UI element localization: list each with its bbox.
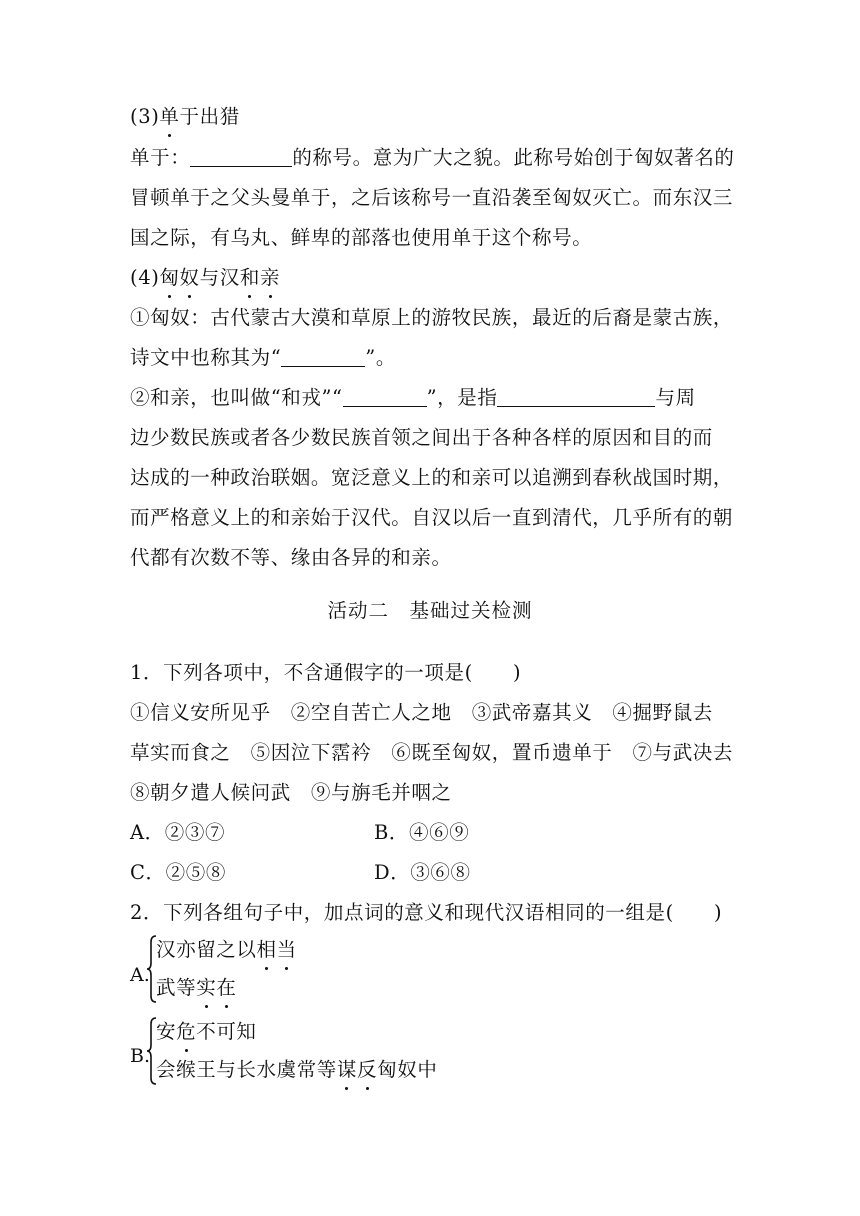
q2-option-b-line1: 安危不可知	[156, 1020, 257, 1043]
dotted-char: 在	[216, 976, 237, 999]
section3-line2: 冒顿单于之父头曼单于，之后该称号一直沿袭至匈奴灭亡。而东汉三	[130, 186, 734, 209]
dotted-char: 相	[256, 938, 277, 961]
dotted-char: 单	[159, 105, 180, 128]
section4-p2-line4: 而严格意义上的和亲始于汉代。自汉以后一直到清代，几乎所有的朝	[130, 506, 734, 529]
q1-items-line1: ①信义安所见乎 ②空自苦亡人之地 ③武帝嘉其义 ④掘野鼠去	[130, 701, 713, 724]
q1-option-c[interactable]: C．②⑤⑧	[130, 861, 226, 884]
fill-blank	[190, 146, 292, 167]
q2-option-a-label: A.	[130, 964, 150, 986]
q1-items-line3: ⑧朝夕遣人候问武 ⑨与旃毛并咽之	[130, 781, 452, 804]
dotted-char: 匈	[159, 266, 180, 289]
q1-option-b[interactable]: B．④⑥⑨	[374, 821, 470, 844]
section4-p2-line1: ②和亲，也叫做“和戎”“ ”，是指 与周	[130, 386, 696, 409]
section4-p2-line5: 代都有次数不等、缘由各异的和亲。	[130, 546, 452, 569]
fill-blank	[497, 386, 655, 407]
dotted-char: 危	[176, 1020, 197, 1043]
q2-option-a-line1: 汉亦留之以相当	[156, 938, 297, 961]
q1-option-d[interactable]: D．③⑥⑧	[374, 861, 471, 884]
fill-blank	[281, 346, 365, 367]
dotted-char: 当	[276, 938, 297, 961]
section4-p2-line2: 边少数民族或者各少数民族首领之间出于各种各样的原因和目的而	[130, 426, 713, 449]
q2-option-b-label: B.	[130, 1045, 151, 1067]
section4-p1-line2: 诗文中也称其为“ ”。	[130, 346, 396, 369]
q2-option-a-line2: 武等实在	[156, 976, 237, 999]
section3-line1: 单于： 的称号。意为广大之貌。此称号始创于匈奴著名的	[130, 146, 735, 169]
section3-heading: (3)单于出猎	[130, 105, 240, 128]
dotted-char: 反	[357, 1058, 378, 1081]
q1-stem: 1．下列各项中，不含通假字的一项是( )	[130, 661, 522, 684]
q1-option-a[interactable]: A．②③⑦	[130, 821, 226, 844]
dotted-char: 亲	[259, 266, 281, 289]
section4-p2-line3: 达成的一种政治联姻。宽泛意义上的和亲可以追溯到春秋战国时期，	[130, 466, 734, 489]
section4-p1-line1: ①匈奴：古代蒙古大漠和草原上的游牧民族，最近的后裔是蒙古族，	[130, 306, 734, 329]
dotted-char: 奴	[179, 266, 200, 289]
dotted-char: 谋	[336, 1058, 358, 1081]
q2-stem: 2．下列各组句子中，加点词的意义和现代汉语相同的一组是( )	[130, 901, 723, 924]
dotted-char: 实	[196, 976, 217, 999]
dotted-char: 和	[239, 266, 260, 289]
fill-blank	[343, 386, 427, 407]
q1-items-line2: 草实而食之 ⑤因泣下霑衿 ⑥既至匈奴，置币遗单于 ⑦与武决去	[130, 741, 734, 764]
section4-heading: (4)匈奴与汉和亲	[130, 266, 281, 289]
activity-title: 活动二 基础过关检测	[327, 599, 533, 622]
section3-line3: 国之际，有乌丸、鲜卑的部落也使用单于这个称号。	[130, 226, 593, 249]
q2-option-b-line2: 会缑王与长水虞常等谋反匈奴中	[156, 1058, 438, 1081]
